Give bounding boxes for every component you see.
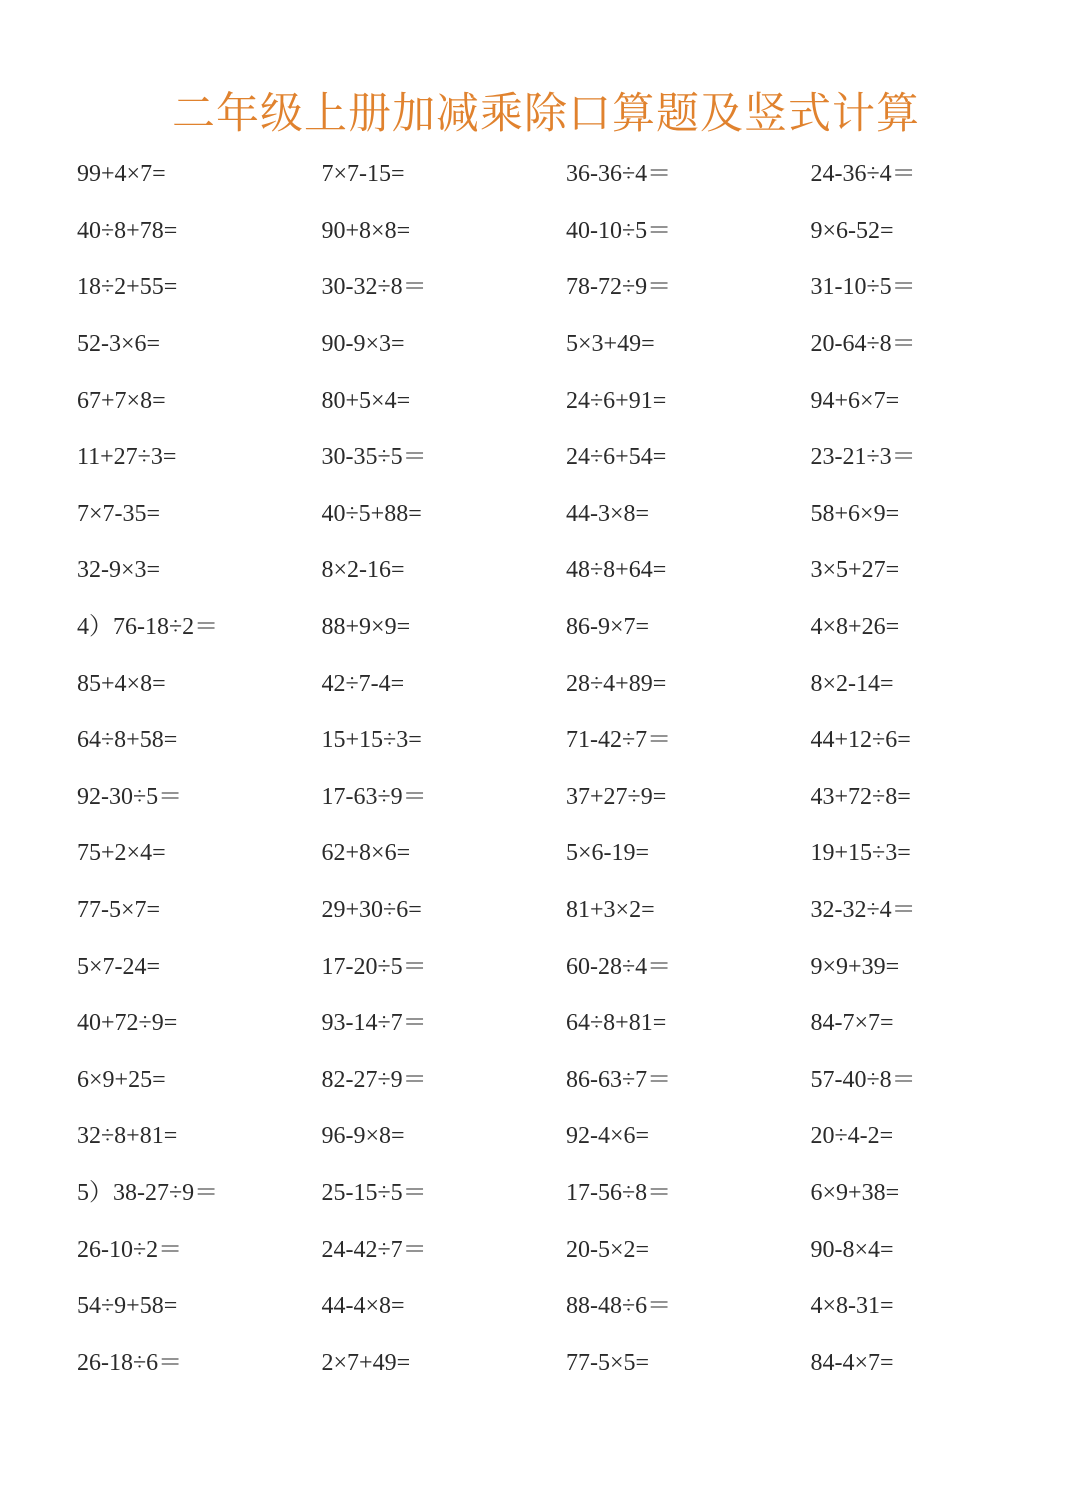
math-problem: 52-3×6= [77,331,161,358]
math-problem: 5×6-19= [566,840,650,867]
math-problem: 3×5+27= [810,557,900,584]
math-problem: 32-9×3= [77,557,161,584]
math-problem: 5×3+49= [566,331,655,358]
math-problem: 71-42÷7＝ [566,727,672,754]
math-problem: 92-4×6= [566,1123,650,1150]
math-problem: 93-14÷7＝ [321,1010,427,1037]
math-problem: 44+12÷6= [810,727,911,754]
math-problem: 44-3×8= [566,500,650,527]
math-problem: 86-63÷7＝ [566,1066,672,1093]
math-problem: 90-8×4= [810,1236,894,1263]
math-problem: 4×8-31= [810,1293,894,1320]
math-problem: 20-64÷8＝ [810,331,916,358]
problem-row [77,599,1067,656]
math-problem: 92-30÷5＝ [77,783,183,810]
math-problem: 96-9×8= [321,1123,405,1150]
math-problem: 77-5×5= [566,1349,650,1376]
math-problem: 9×6-52= [810,217,894,244]
problem-row [77,259,1067,316]
problem-row [77,1221,1067,1278]
math-problem: 40-10÷5＝ [566,217,672,244]
problem-row [77,542,1067,599]
math-problem: 30-35÷5＝ [321,444,427,471]
problem-row [77,372,1067,429]
problem-row [77,146,1067,203]
math-problem: 62+8×6= [321,840,411,867]
math-problem: 9×9+39= [810,953,900,980]
problem-grid [77,146,1067,1391]
problem-row [77,1165,1067,1222]
math-problem: 32-32÷4＝ [810,897,916,924]
math-problem: 24-42÷7＝ [321,1236,427,1263]
math-problem: 84-4×7= [810,1349,894,1376]
math-problem: 99+4×7= [77,161,166,188]
math-problem: 84-7×7= [810,1010,894,1037]
math-problem: 58+6×9= [810,500,900,527]
math-problem: 28÷4+89= [566,670,667,697]
math-problem: 29+30÷6= [321,897,422,924]
problem-row [77,938,1067,995]
math-problem: 20÷4-2= [810,1123,894,1150]
math-problem: 40+72÷9= [77,1010,178,1037]
math-problem: 11+27÷3= [77,444,177,471]
math-problem: 26-10÷2＝ [77,1236,183,1263]
math-problem: 54÷9+58= [77,1293,178,1320]
problem-row [77,1052,1067,1109]
math-problem: 64÷8+58= [77,727,178,754]
math-problem: 81+3×2= [566,897,655,924]
math-problem: 40÷8+78= [77,217,178,244]
math-problem: 24÷6+91= [566,387,667,414]
math-problem: 80+5×4= [321,387,411,414]
math-problem: 24÷6+54= [566,444,667,471]
math-problem: 7×7-15= [321,161,405,188]
math-problem: 90-9×3= [321,331,405,358]
problem-row [77,882,1067,939]
math-problem: 17-56÷8＝ [566,1179,672,1206]
problem-row [77,825,1067,882]
math-problem: 31-10÷5＝ [810,274,916,301]
math-problem: 7×7-35= [77,500,161,527]
problem-row [77,1334,1067,1391]
math-problem: 42÷7-4= [321,670,405,697]
math-problem: 4）76-18÷2＝ [77,614,219,641]
math-problem: 48÷8+64= [566,557,667,584]
math-problem: 30-32÷8＝ [321,274,427,301]
math-problem: 60-28÷4＝ [566,953,672,980]
worksheet-title: 二年级上册加减乘除口算题及竖式计算 [172,89,920,139]
problem-row [77,1108,1067,1165]
math-problem: 20-5×2= [566,1236,650,1263]
math-problem: 36-36÷4＝ [566,161,672,188]
math-problem: 32÷8+81= [77,1123,178,1150]
math-problem: 19+15÷3= [810,840,911,867]
math-problem: 78-72÷9＝ [566,274,672,301]
math-problem: 4×8+26= [810,614,900,641]
math-problem: 86-9×7= [566,614,650,641]
math-problem: 2×7+49= [321,1349,411,1376]
math-problem: 37+27÷9= [566,783,667,810]
math-problem: 17-63÷9＝ [321,783,427,810]
problem-row [77,316,1067,373]
math-problem: 5×7-24= [77,953,161,980]
math-problem: 85+4×8= [77,670,166,697]
problem-row [77,655,1067,712]
math-problem: 43+72÷8= [810,783,911,810]
math-problem: 6×9+38= [810,1179,900,1206]
math-problem: 25-15÷5＝ [321,1179,427,1206]
math-problem: 57-40÷8＝ [810,1066,916,1093]
math-problem: 5）38-27÷9＝ [77,1179,219,1206]
math-problem: 44-4×8= [321,1293,405,1320]
problem-row [77,712,1067,769]
math-problem: 82-27÷9＝ [321,1066,427,1093]
math-problem: 88+9×9= [321,614,411,641]
math-problem: 90+8×8= [321,217,411,244]
math-problem: 75+2×4= [77,840,166,867]
problem-row [77,486,1067,543]
math-problem: 64÷8+81= [566,1010,667,1037]
problem-row [77,995,1067,1052]
math-problem: 24-36÷4＝ [810,161,916,188]
math-problem: 15+15÷3= [321,727,422,754]
math-problem: 23-21÷3＝ [810,444,916,471]
math-problem: 77-5×7= [77,897,161,924]
math-problem: 88-48÷6＝ [566,1293,672,1320]
math-problem: 94+6×7= [810,387,900,414]
problem-row [77,1278,1067,1335]
math-problem: 18÷2+55= [77,274,178,301]
math-problem: 8×2-16= [321,557,405,584]
math-problem: 17-20÷5＝ [321,953,427,980]
problem-row [77,429,1067,486]
math-problem: 67+7×8= [77,387,166,414]
math-problem: 40÷5+88= [321,500,422,527]
math-problem: 8×2-14= [810,670,894,697]
problem-row [77,203,1067,260]
math-problem: 26-18÷6＝ [77,1349,183,1376]
math-problem: 6×9+25= [77,1066,166,1093]
problem-row [77,769,1067,826]
